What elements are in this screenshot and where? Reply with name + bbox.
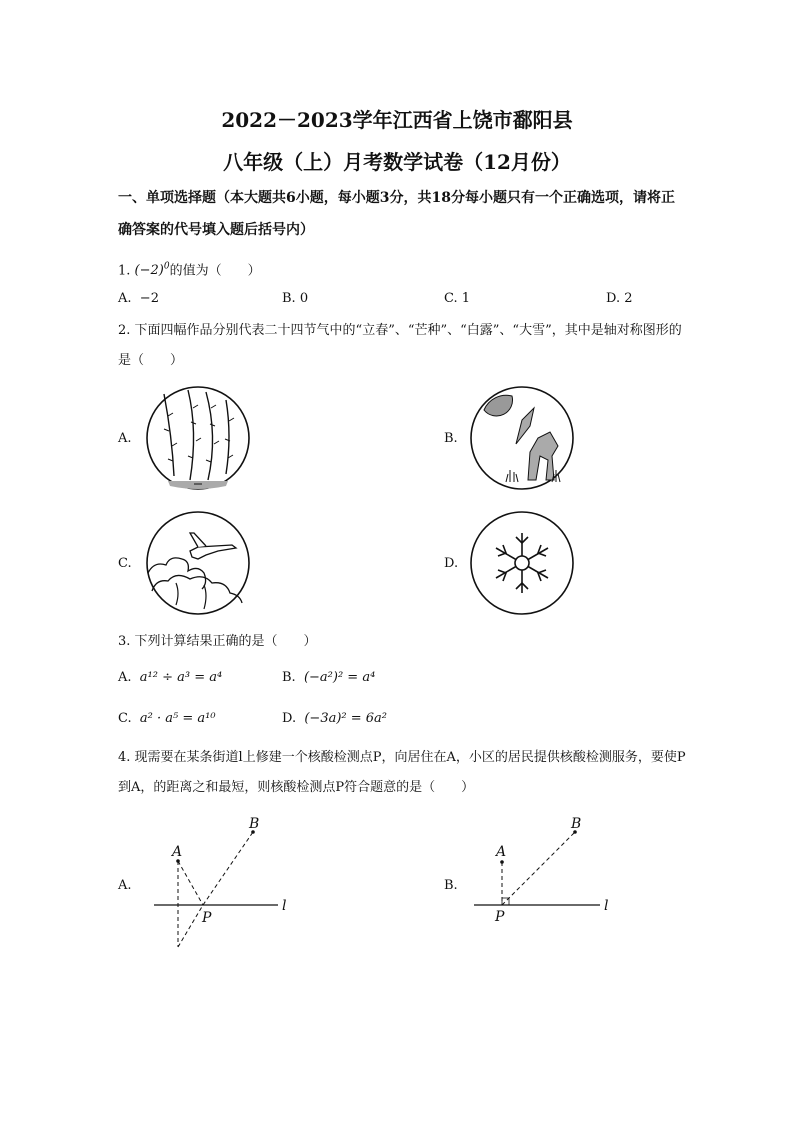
q2-option-c-label[interactable]: C.: [118, 556, 132, 571]
q1-option-b[interactable]: [282, 291, 308, 306]
q1-expression: [135, 263, 170, 278]
q4-option-b-diagram: [470, 812, 620, 932]
option-text: 0: [299, 291, 309, 306]
q3-number: 3.: [118, 634, 131, 649]
point-b-label: B: [249, 816, 260, 832]
question-3: [118, 627, 688, 657]
q4-option-a-label[interactable]: A.: [118, 878, 132, 893]
q4-stem: 现需要在某条街道l上修建一个核酸检测点P，向居住在A，小区的居民提供核酸检测服务，要使P到A，的距离之和最短，则核酸检测点P符合题意的是（ ）: [118, 750, 686, 795]
point-p-label: P: [202, 910, 212, 926]
option-text: 1: [461, 291, 471, 306]
q3-option-a[interactable]: [118, 670, 222, 685]
q3-option-d[interactable]: [282, 711, 387, 726]
q1-option-a[interactable]: [118, 291, 159, 306]
point-a-label: A: [496, 844, 507, 860]
q1-option-c[interactable]: [444, 291, 470, 306]
q2-stem: 下面四幅作品分别代表二十四节气中的“立春”、“芒种”、“白露”、“大雪”，其中是轴对称图形的是（ ）: [118, 323, 682, 368]
section-heading: 一、单项选择题（本大题共6小题，每小题3分，共18分每小题只有一个正确选项，请将正确答案的代号填入题后括号内）: [118, 190, 675, 238]
line-l-label: l: [282, 898, 287, 914]
q2-option-a-label[interactable]: A.: [118, 431, 132, 446]
line-l-label: l: [604, 898, 609, 914]
question-2: [118, 316, 688, 376]
q4-option-b-label[interactable]: B.: [444, 878, 458, 893]
option-label: B.: [282, 291, 296, 306]
question-1: [118, 252, 688, 286]
q1-number: 1.: [118, 263, 131, 279]
q1-expr-base: (−2): [134, 263, 164, 279]
bird-clouds-icon: [146, 511, 250, 615]
q4-number: 4.: [118, 750, 131, 765]
q1-stem: 的值为（ ）: [169, 263, 261, 279]
snowflake-icon: [470, 511, 574, 615]
q3-option-b[interactable]: [282, 670, 375, 685]
option-label: B.: [282, 670, 296, 685]
q2-option-d-label[interactable]: D.: [444, 556, 459, 571]
question-4: [118, 743, 688, 803]
option-label: A.: [118, 670, 132, 685]
q4-option-a-diagram: [150, 812, 300, 952]
option-text: −2: [139, 291, 159, 306]
option-text: a¹² ÷ a³ = a⁴: [139, 670, 223, 685]
option-text: 2: [624, 291, 633, 306]
q1-expr-exponent: 0: [163, 262, 170, 272]
option-label: D.: [282, 711, 297, 726]
option-text: a² · a⁵ = a¹⁰: [139, 711, 216, 726]
point-p-label: P: [495, 909, 505, 925]
page-title-line1: 2022－2023学年江西省上饶市鄱阳县: [221, 108, 573, 132]
willow-branches-icon: [146, 386, 250, 490]
option-label: D.: [606, 291, 621, 306]
option-label: C.: [444, 291, 458, 306]
page-title-line2: 八年级（上）月考数学试卷（12月份）: [223, 150, 571, 174]
q2-number: 2.: [118, 323, 131, 338]
option-text: (−3a)² = 6a²: [304, 711, 388, 726]
q3-option-c[interactable]: [118, 711, 216, 726]
q3-stem: 下列计算结果正确的是（ ）: [134, 634, 317, 649]
point-a-label: A: [172, 844, 183, 860]
house-sun-icon: [470, 386, 574, 490]
q2-option-b-label[interactable]: B.: [444, 431, 458, 446]
point-b-label: B: [571, 816, 582, 832]
option-label: A.: [118, 291, 132, 306]
option-label: C.: [118, 711, 132, 726]
option-text: (−a²)² = a⁴: [303, 670, 376, 685]
q1-option-d[interactable]: [606, 291, 633, 306]
